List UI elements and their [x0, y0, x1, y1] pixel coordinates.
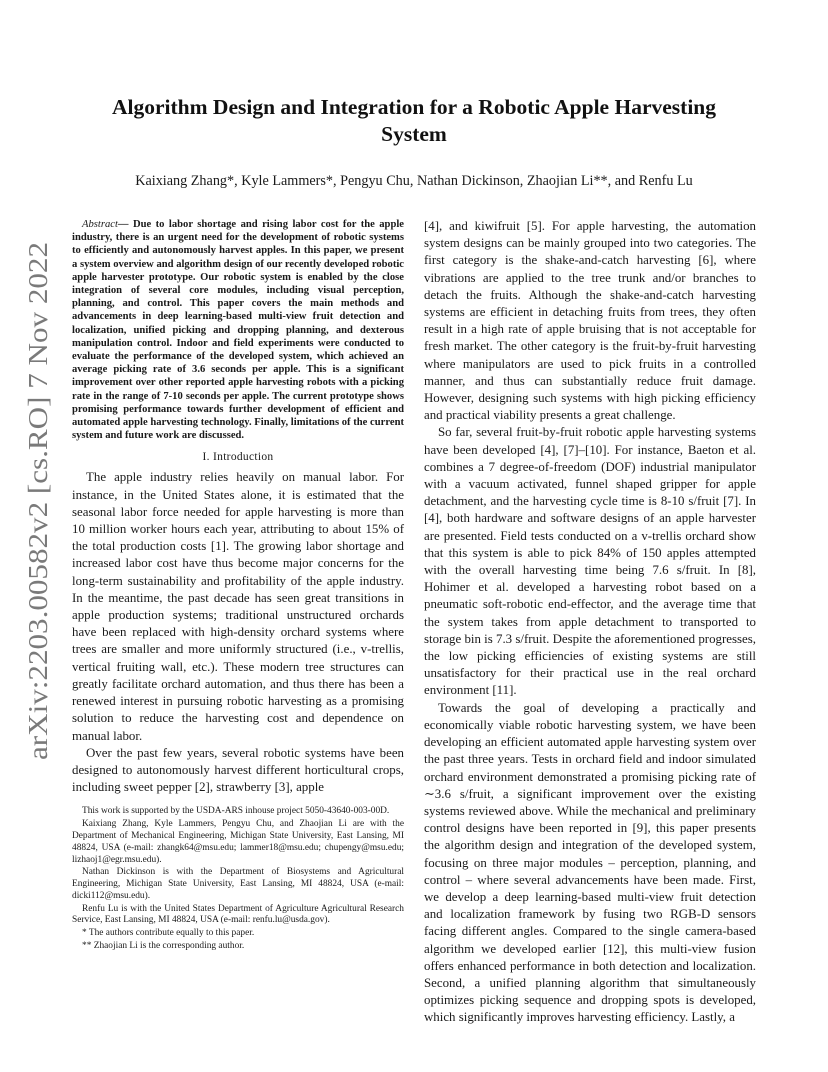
abstract: Abstract— Due to labor shortage and rising labor cost for the apple industry, there is an urgent need for the development of robotic systems to efficiently and autonomously harvest apples. In this paper, we present a system overview and algorithm design of our recently developed robotic apple harvester prototype. Our robotic system is enabled by the close integration of several core modules, including visual perception, planning, and control. This paper covers the main methods and advancements in deep learning-based multi-view fruit detection and localization, unified picking and dropping planning, and dexterous manipulation control. Indoor and field experiments were conducted to evaluate the performance of the developed system, which achieved an average picking rate of 3.6 seconds per apple. This is a significant improvement over other reported apple harvesting robots with a picking rate in the range of 7-10 seconds per apple. The current prototype shows promising performance towards further development of efficient and automated apple harvesting technology. Finally, limitations of the current system and future work are discussed.	[72, 219, 404, 442]
footnotes	[72, 806, 404, 953]
paper-title: Algorithm Design and Integration for a Robotic Apple Harvesting System	[112, 95, 716, 146]
intro-paragraph-5: Towards the goal of developing a practically and economically viable robotic harvesting system, we have been developing an efficient automated apple harvesting system over the past three years. Tests in orchard field and indoor simulated orchard environment demonstrated a promising picking rate of ∼3.6 s/fruit, a significant improvement over the existing systems reviewed above. While the mechanical and preliminary control designs have been reported in [9], this paper presents the algorithm design and integration of the developed system, focusing on three major modules – perception, planning, and control – where several advancements have been made. First, we develop a deep learning-based multi-view fruit detection and localization framework by fusing two RGB-D sensors facing different angles. Compared to the single camera-based algorithm we developed earlier [12], this multi-view fusion offers enhanced performance in both detection and localization. Second, a unified planning algorithm that simultaneously optimizes picking sequence and dropping spots is developed, which significantly improves harvesting efficiency. Lastly, a	[424, 700, 756, 1025]
intro-paragraph-2: Over the past few years, several robotic systems have been designed to autonomously harvest different horticultural crops, including sweet pepper [2], strawberry [3], apple	[72, 745, 404, 795]
arxiv-stamp-text: arXiv:2203.00582v2 [cs.RO] 7 Nov 2022	[23, 310, 53, 760]
author-list: Kaixiang Zhang*, Kyle Lammers*, Pengyu Chu, Nathan Dickinson, Zhaojian Li**, and Renfu Lu	[135, 173, 693, 189]
footnote-equal-contribution: * The authors contribute equally to this paper.	[82, 928, 255, 939]
footnote-affiliation-msu-bae: Nathan Dickinson is with the Department of Biosystems and Agricultural Engineering, Michigan State University, East Lansing, MI 48824, USA (e-mail: dicki112@msu.edu).	[72, 867, 404, 901]
intro-paragraph-3: [4], and kiwifruit [5]. For apple harvesting, the automation system designs can be mainly grouped into two categories. The first category is the shake-and-catch harvesting [6], where vibrations are applied to the tree trunk and/or branches to detach the fruits. Although the shake-and-catch harvesting systems are efficient in detaching fruits from trees, they often result in a high rate of apple bruising that is not acceptable for fresh market. The other category is the fruit-by-fruit harvesting where manipulators are used to pick fruits in a controlled manner, and thus can substantially reduce fruit damage. However, designing such systems with high picking efficiency and practical viability presents a great challenge.	[424, 219, 756, 423]
intro-paragraph-4: So far, several fruit-by-fruit robotic apple harvesting systems have been developed [4], [7]–[10]. For instance, Baeton et al. combines a 7 degree-of-freedom (DOF) industrial manipulator with a vacuum activated, funnel shaped gripper for apple detachment, and the harvesting cycle time is 8-10 s/fruit [7]. In [4], both hardware and software designs of an apple harvester are presented. Field tests conducted on a v-trellis orchard show that this system is able to pick 84% of 150 apples attempted with the overall harvesting time being 7.6 s/fruit. In [8], Hohimer et al. developed a harvesting robot based on a pneumatic soft-robotic end-effector, and the average time that the system takes from apple detachment to transported to storage bin is 7.3 s/fruit. Despite the aforementioned progresses, the low picking efficiencies of existing systems are still unsatisfactory for their practical use in the real orchard environment [11].	[424, 425, 756, 698]
footnote-funding: This work is supported by the USDA-ARS inhouse project 5050-43640-003-00D.	[82, 806, 390, 817]
footnote-affiliation-usda: Renfu Lu is with the United States Department of Agriculture Agricultural Research Service, East Lansing, MI 48824, USA (e-mail: renfu.lu@usda.gov).	[72, 903, 404, 926]
footnote-corresponding-author: ** Zhaojian Li is the corresponding author.	[82, 941, 245, 952]
left-column	[72, 218, 404, 954]
section-heading-introduction: I. Introduction	[202, 451, 274, 464]
arxiv-identifier-stamp	[14, 240, 58, 760]
abstract-text: Due to labor shortage and rising labor cost for the apple industry, there is an urgent need for the development of robotic systems to efficiently and autonomously harvest apples. In this paper, we present a system overview and algorithm design of our recently developed robotic apple harvester prototype. Our robotic system is enabled by the close integration of several core modules, including visual perception, planning, and control. This paper covers the main methods and advancements in deep learning-based multi-view fruit detection and localization, unified picking and dropping planning, and dexterous manipulation control. Indoor and field experiments were conducted to evaluate the performance of the developed system, which achieved an average picking rate of 3.6 seconds per apple. This is a significant improvement over other reported apple harvesting robots with a picking rate in the range of 7-10 seconds per apple. The current prototype shows promising performance towards further development of efficient and automated apple harvesting technology. Finally, limitations of the current system and future work are discussed.	[72, 219, 404, 442]
intro-paragraph-1: The apple industry relies heavily on manual labor. For instance, in the United States alone, it is estimated that the seasonal labor force needed for apple harvesting is more than 10 million worker hours each year, attributing to about 15% of the total production costs [1]. The growing labor shortage and increased labor cost have thus become major concerns for the long-term sustainability and profitability of the apple industry. In the meantime, the past decade has seen great transitions in apple production systems; traditional unstructured orchards have been replaced with high-density orchard systems where trees are smaller and more uniformly structured (i.e., v-trellis, vertical fruiting wall, etc.). These modern tree structures can greatly facilitate orchard automation, and thus there has been a renewed interest in pursuing robotic harvesting as a promising solution to reduce the harvesting cost and dependence on manual labor.	[72, 470, 404, 743]
abstract-label: Abstract	[82, 219, 118, 230]
footnote-affiliation-msu-me: Kaixiang Zhang, Kyle Lammers, Pengyu Chu, and Zhaojian Li are with the Department of Mechanical Engineering, Michigan State University, East Lansing, MI 48824, USA (e-mail: zhangk64@msu.edu; lammer18@msu.edu; chupengy@msu.edu; lizhaoj1@egr.msu.edu).	[72, 819, 404, 865]
right-column	[424, 218, 756, 1027]
